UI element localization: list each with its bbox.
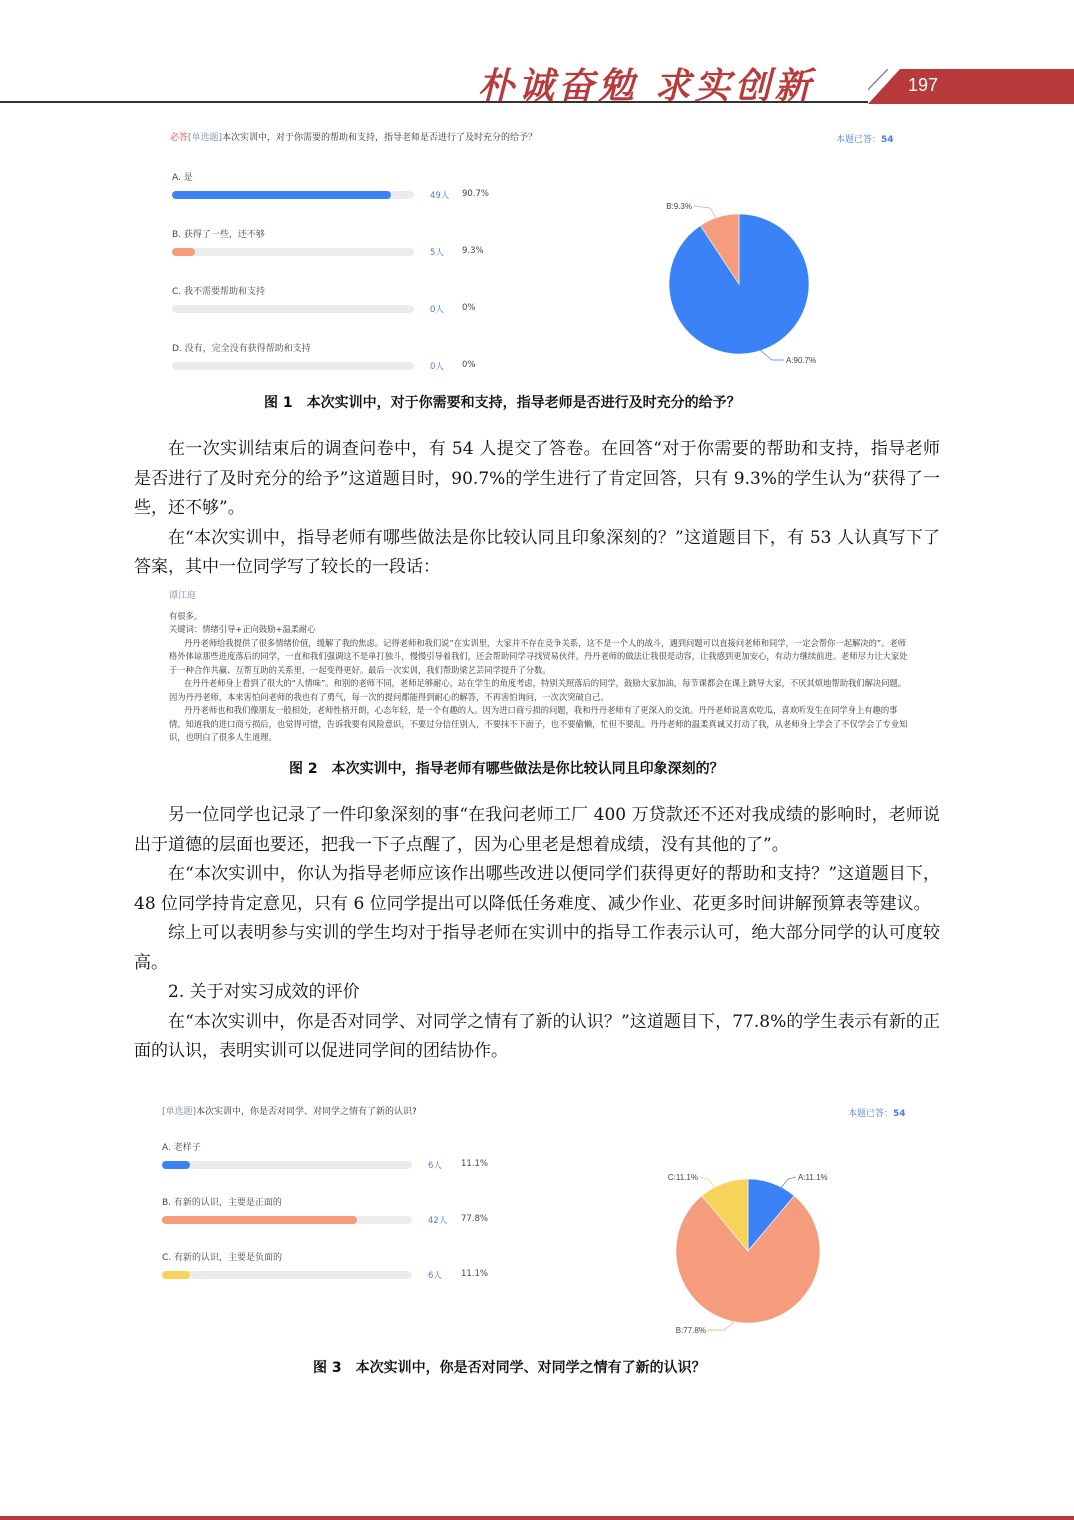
option-label: C. 有新的认识，主要是负面的 <box>162 1253 283 1263</box>
figure2-caption: 图 2 本次实训中，指导老师有哪些做法是你比较认同且印象深刻的？ <box>289 761 724 777</box>
option-bar-track <box>172 191 414 199</box>
option-label: A. 老样子 <box>162 1143 201 1153</box>
answered-number: 54 <box>881 135 894 145</box>
fig2-essay-screenshot <box>169 590 913 745</box>
fig3-answered-count <box>848 1106 906 1119</box>
option-label: C. 我不需要帮助和支持 <box>172 287 266 297</box>
option-percent: 0% <box>462 303 476 313</box>
option-bar-fill <box>162 1161 190 1169</box>
option-bar-track <box>172 305 414 313</box>
option-count: 6人 <box>428 1271 442 1281</box>
pie-label-leader <box>700 1177 716 1189</box>
bottom-accent-bar <box>0 1516 1074 1520</box>
pie-label-leader <box>708 1322 734 1330</box>
answered-number: 54 <box>893 1109 906 1119</box>
option-bar-fill <box>162 1271 190 1279</box>
essay-line: 丹丹老师也和我们像朋友一般相处，老师性格开朗，心态年轻，是一个有趣的人。因为进口商亏损的问题，我和丹丹老师有了更深入的交流。丹丹老师说喜欢吃瓜，喜欢听发生在同学身上有趣的事情。知道我的进口商亏损后，也觉得可惜，告诉我要有风险意识，不要过分信任别人，不要抹不下面子，也不要偷懒，忙但不要乱。丹丹老师的温柔真诚又打动了我，从老师身上学会了不仅学会了专业知识，也明白了很多人生道理。 <box>169 705 908 742</box>
page-number: 197 <box>908 75 939 95</box>
option-bar-track <box>162 1271 412 1279</box>
option-percent: 90.7% <box>462 189 490 199</box>
essay-line: 关键词：情绪引导+正向鼓励+温柔耐心 <box>169 624 316 634</box>
body-section-1 <box>134 435 940 583</box>
question-type-tag: [单选题] <box>162 1107 197 1117</box>
option-label: B. 获得了一些，还不够 <box>172 230 265 240</box>
fig1-question <box>170 130 537 143</box>
option-percent: 0% <box>462 360 476 370</box>
option-count: 42人 <box>428 1216 448 1226</box>
answered-label: 本题已答： <box>848 1109 894 1119</box>
figure3-caption: 图 3 本次实训中，你是否对同学、对同学之情有了新的认识？ <box>313 1360 706 1376</box>
option-count: 5人 <box>430 248 444 258</box>
header-motto: 朴诚奋勉 求实创新 <box>478 65 815 107</box>
paragraph: 在“本次实训中，你是否对同学、对同学之情有了新的认识？”这道题目下，77.8%的学生表示有新的正面的认识，表明实训可以促进同学间的团结协作。 <box>134 1011 940 1061</box>
question-type-tag: [单选题] <box>188 133 223 143</box>
option-percent: 9.3% <box>462 246 484 256</box>
option-count: 0人 <box>430 362 444 372</box>
option-bar-track <box>172 248 414 256</box>
figure1-caption: 图 1 本次实训中，对于你需要和支持，指导老师是否进行及时充分的给予？ <box>264 395 741 411</box>
fig3-question <box>162 1104 417 1117</box>
fig3-pie-chart <box>650 1165 850 1340</box>
pie-label: B:77.8% <box>675 1326 706 1335</box>
pie-label-leader <box>760 350 784 360</box>
option-bar-fill <box>162 1216 357 1224</box>
pie-label: B:9.3% <box>666 202 692 211</box>
answered-label: 本题已答： <box>836 135 882 145</box>
page-number-tab <box>868 69 1074 104</box>
pie-label: C:11.1% <box>667 1173 698 1182</box>
option-percent: 11.1% <box>461 1159 489 1169</box>
fig1-pie-chart <box>650 190 850 370</box>
essay-line: 有很多。 <box>169 610 203 621</box>
option-label: A. 是 <box>172 173 193 183</box>
paragraph: 在“本次实训中，指导老师有哪些做法是你比较认同且印象深刻的？”这道题目下，有 53 人认真写下了答案，其中一位同学写了较长的一段话： <box>134 527 940 577</box>
pie-label: A:90.7% <box>786 356 817 365</box>
pie-label-leader <box>780 1177 796 1189</box>
option-percent: 77.8% <box>461 1214 489 1224</box>
question-text: 本次实训中，你是否对同学、对同学之情有了新的认识? <box>196 1107 417 1117</box>
option-bar-track <box>162 1216 412 1224</box>
body-section-2 <box>134 801 940 1067</box>
respondent-name: 谭江庭 <box>169 591 197 601</box>
required-tag: 必答 <box>170 133 189 143</box>
option-bar-track <box>162 1161 412 1169</box>
fig1-answered-count <box>836 132 894 145</box>
essay-line: 在丹丹老师身上看到了很大的“人情味”。和别的老师不同，老师足够耐心，站在学生的角度考虑，特别关照落后的同学，鼓励大家加油，每节课都会在课上跳导大家，不厌其烦地帮助我们解决问题。因为丹丹老师，本来害怕问老师的我也有了勇气，每一次的提问都能得到耐心的解答，不再害怕询问，一次次突破自己。 <box>169 678 907 702</box>
essay-line: 丹丹老师给我提供了很多情绪价值，缓解了我的焦虑。记得老师和我们说“在实训里，大家并不存在竞争关系，这不是一个人的战斗，遇到问题可以直接问老师和同学，一定会帮你一起解决的”。老师格外体谅那些进度落后的同学，一直和我们强调这不是单打独斗，慢慢引导着我们，还会帮助同学寻找贸易伙伴。丹丹老师的做法让我很是动容，让我感到更加安心，有动力继续前进。老师尽力让大家处于一种合作共赢、互帮互助的关系里，一起变得更好。最后一次实训，我们帮助梁艺芸同学提升了分数。 <box>169 637 908 675</box>
pie-label: A:11.1% <box>798 1173 828 1182</box>
paragraph: 在一次实训结束后的调查问卷中，有 54 人提交了答卷。在回答“对于你需要的帮助和支持，指导老师是否进行了及时充分的给予”这道题目时，90.7%的学生进行了肯定回答，只有 9.3%的学生认为“获得了一些，还不够”。 <box>134 439 940 518</box>
option-bar-track <box>172 362 414 370</box>
option-count: 49人 <box>430 191 450 201</box>
paragraph: 另一位同学也记录了一件印象深刻的事“在我问老师工厂 400 万贷款还不还对我成绩的影响时，老师说出于道德的层面也要还，把我一下子点醒了，因为心里老是想着成绩，没有其他的了”。 <box>134 805 940 855</box>
pie-label-leader <box>694 206 716 218</box>
option-label: D. 没有，完全没有获得帮助和支持 <box>172 344 311 354</box>
paragraph: 在“本次实训中，你认为指导老师应该作出哪些改进以便同学们获得更好的帮助和支持？”这道题目下，48 位同学持肯定意见，只有 6 位同学提出可以降低任务难度、减少作业、花更多时间讲解预算表等建议。 <box>134 864 940 914</box>
option-bar-fill <box>172 248 195 256</box>
option-percent: 11.1% <box>461 1269 489 1279</box>
paragraph: 综上可以表明参与实训的学生均对于指导老师在实训中的指导工作表示认可，绝大部分同学的认可度较高。 <box>134 923 940 973</box>
option-count: 6人 <box>428 1161 442 1171</box>
question-text: 本次实训中，对于你需要的帮助和支持，指导老师是否进行了及时充分的给予？ <box>222 133 538 143</box>
option-bar-fill <box>172 191 391 199</box>
option-count: 0人 <box>430 305 444 315</box>
section-heading: 2. 关于对实习成效的评价 <box>168 982 360 1002</box>
option-label: B. 有新的认识，主要是正面的 <box>162 1198 282 1208</box>
